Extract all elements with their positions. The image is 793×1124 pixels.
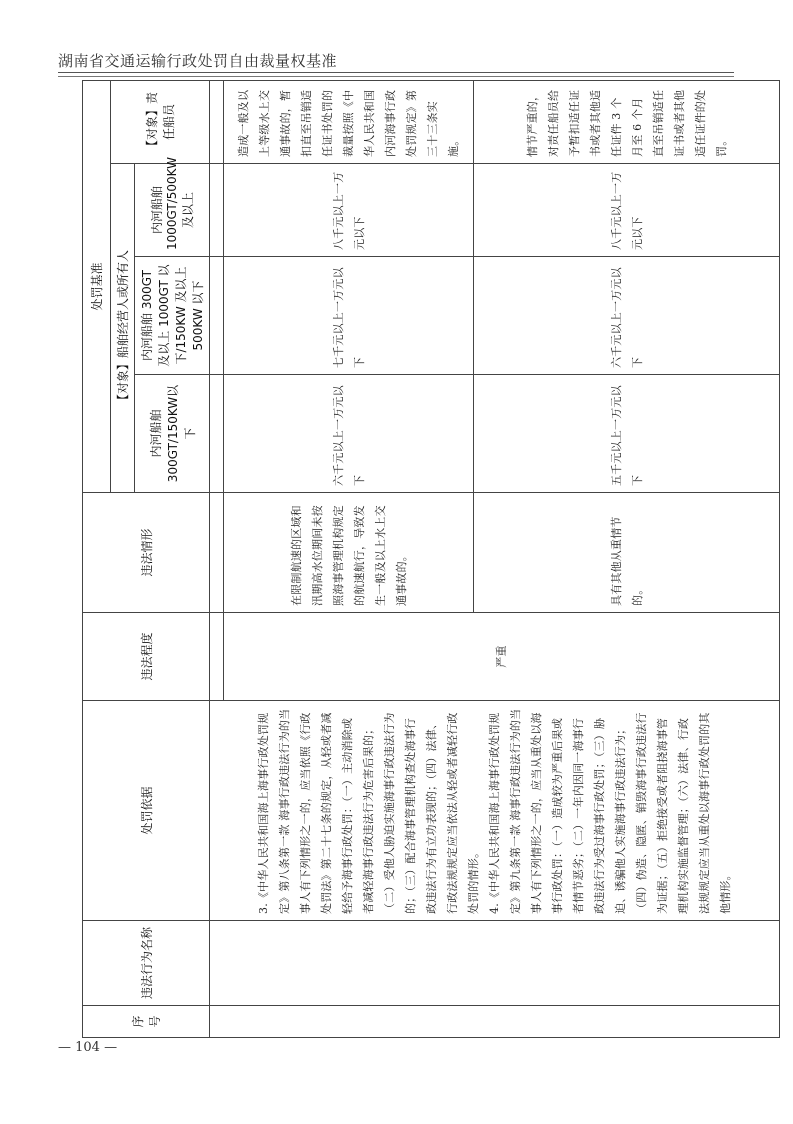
header-crew-group: 【对象】责任船员	[111, 80, 210, 163]
header-owner-group: 【对象】船舶经营人或所有人	[111, 164, 135, 493]
cell-degree: 严重	[224, 613, 780, 701]
header-col-large: 内河船舶1000GT/500KW及以上	[135, 164, 210, 257]
header-rule	[58, 72, 734, 73]
header-seq: 序号	[83, 1006, 210, 1038]
row2-crew: 情节严重的，对责任船员给予暂扣适任证书或者其他适任证件 3 个月至 6 个月直至吊销适任证书或者其他适任证件的处罚。	[474, 80, 780, 163]
row1-large: 八千元以上一万元以下	[224, 164, 474, 257]
cell-violation-name	[210, 921, 780, 1006]
row1-mid: 七千元以上一万元以下	[224, 257, 474, 375]
cell-large-blank	[210, 164, 224, 257]
cell-degree-blank	[210, 613, 224, 701]
header-col-mid: 内河船舶 300GT 及以上 1000GT 以下/150KW 及以上500KW 以下	[135, 257, 210, 375]
header-degree: 违法程度	[83, 613, 210, 701]
basis-paragraph-4: 4.《中华人民共和国海上海事行政处罚规定》第九条第一款 海事行政违法行为的当事人有下列情形之一的，应当从重处以海事行政处罚：（一）造成较为严重后果或者情节恶劣；（二）一年内因同一海事行政违法行为受过海事行政处罚；（三）胁迫、诱骗他人实施海事行政违法行为；（四）伪造、隐匿、销毁海事行政违法行为证据；（五）拒绝接受或者阻挠海事管理机构实施监督管理；（六）法律、行政法规规定应当从重处以海事行政处罚的其他情形。	[488, 708, 732, 914]
row2-mid: 六千元以上一万元以下	[474, 257, 780, 375]
row1-small: 六千元以上一万元以下	[224, 375, 474, 493]
cell-crew-blank	[210, 80, 224, 163]
cell-circ-blank	[210, 493, 224, 613]
rotated-table	[82, 81, 776, 1038]
page-number: — 104 —	[58, 1040, 118, 1055]
row2-small: 五千元以上一万元以下	[474, 375, 780, 493]
header-col-small: 内河船舶300GT/150KW以下	[135, 375, 210, 493]
cell-seq	[210, 1006, 780, 1038]
row2-circumstance: 具有其他从重情节的。	[474, 493, 780, 613]
basis-paragraph-3: 3.《中华人民共和国海上海事行政处罚规定》第八条第一款 海事行政违法行为的当事人有下列情形之一的，应当依照《行政处罚法》第二十七条的规定，从轻或者减轻给予海事行政处罚：（一）主动消除或者减轻海事行政违法行为危害后果的；（二）受他人胁迫实施海事行政违法行为的；（三）配合海事管理机构查处海事行政违法行为有立功表现的；（四）法律、行政法规规定应当依法从轻或者减轻行政处罚的情形。	[257, 708, 480, 914]
cell-basis	[210, 701, 780, 921]
running-header-title: 湖南省交通运输行政处罚自由裁量权基准	[58, 52, 338, 70]
cell-small-blank	[210, 375, 224, 493]
row1-circumstance: 在限制航速的区域和汛期高水位期间未按照海事管理机构规定的航速航行，导致发生一般及以上水上交通事故的。	[224, 493, 474, 613]
row2-large: 八千元以上一万元以下	[474, 164, 780, 257]
header-rule-thin	[58, 76, 734, 77]
row1-crew: 造成一般及以上等级水上交通事故的，暂扣直至吊销适任证书处罚的裁量按照《中华人民共和国内河海事行政处罚规定》第三十三条实施。	[224, 80, 474, 163]
header-violation-name: 违法行为名称	[83, 921, 210, 1006]
header-circumstances: 违法情形	[83, 493, 210, 613]
rotated-table-frame	[82, 81, 776, 1124]
header-basis: 处罚依据	[83, 701, 210, 921]
cell-mid-blank	[210, 257, 224, 375]
penalty-standard-table	[82, 80, 780, 1038]
header-standard: 处罚基准	[83, 80, 111, 492]
